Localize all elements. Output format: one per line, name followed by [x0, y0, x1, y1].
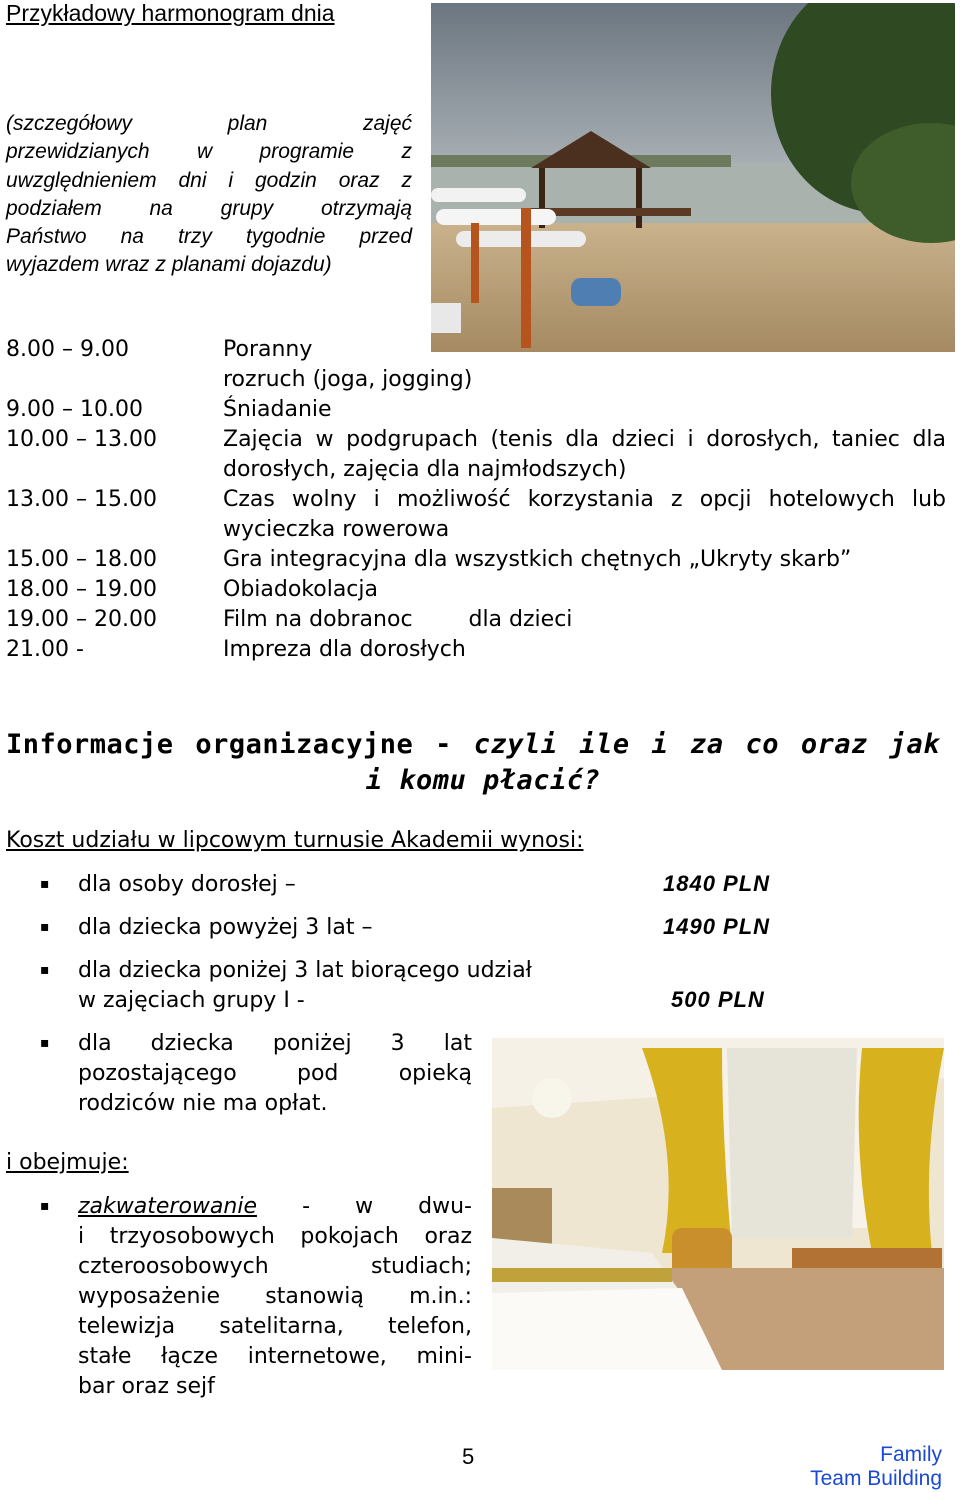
schedule-row — [6, 485, 946, 545]
cost-item-price: 500 PLN — [671, 987, 765, 1012]
info-heading — [6, 727, 940, 799]
note-line: (szczegółowy plan zajęć — [6, 112, 412, 135]
schedule-activity: Gra integracyjna dla wszystkich chętnych „Ukryty skarb” — [223, 547, 852, 572]
page-title: Przykładowy harmonogram dnia — [6, 0, 335, 26]
info-heading-italic: czyli ile i za co oraz jak — [473, 729, 941, 760]
includes-line: i trzyosobowych pokojach oraz — [78, 1224, 472, 1249]
schedule-time: 9.00 – 10.00 — [6, 397, 143, 422]
includes-line — [78, 1192, 472, 1222]
cost-item-label: dla dziecka powyżej 3 lat – — [78, 915, 373, 940]
info-heading-line2: i komu płacić? — [365, 765, 601, 796]
schedule-activity: Śniadanie — [223, 397, 332, 422]
schedule-time: 19.00 – 20.00 — [6, 607, 157, 632]
cost-item-label: dla dziecka poniżej 3 lat biorącego udział — [78, 958, 532, 983]
cost-item-price: 1840 PLN — [663, 871, 771, 896]
schedule-row — [6, 605, 946, 635]
schedule-time: 13.00 – 15.00 — [6, 487, 157, 512]
includes-first-rest: - w dwu- — [302, 1194, 472, 1219]
cost-heading: Koszt udziału w lipcowym turnusie Akademii wynosi: — [6, 828, 584, 853]
schedule-row — [6, 425, 946, 485]
includes-line: wyposażenie stanowią m.in.: — [78, 1284, 472, 1309]
schedule-row — [6, 395, 946, 425]
bullet-icon: ▪ — [40, 919, 50, 935]
note-line: przewidzianych w programie z — [6, 140, 412, 164]
schedule-time: 21.00 - — [6, 637, 84, 662]
schedule-row — [6, 545, 946, 575]
hotel-room-photo — [492, 1038, 944, 1370]
includes-line: bar oraz sejf — [78, 1374, 215, 1399]
bullet-icon: ▪ — [40, 1198, 50, 1214]
note-line: uwzględnieniem dni i godzin oraz z — [6, 168, 412, 192]
brand-line: Family — [880, 1443, 942, 1466]
brand-footer — [790, 1443, 942, 1491]
includes-line: stałe łącze internetowe, mini- — [78, 1344, 472, 1369]
cost-item-label: dla dziecka poniżej 3 lat — [78, 1031, 472, 1056]
note-line: Państwo na trzy tygodnie przed — [6, 225, 412, 249]
schedule-note — [6, 110, 412, 280]
includes-line: telewizja satelitarna, telefon, — [78, 1314, 472, 1339]
schedule-time: 8.00 – 9.00 — [6, 337, 129, 362]
schedule-time: 10.00 – 13.00 — [6, 427, 157, 452]
bullet-icon: ▪ — [40, 962, 50, 978]
note-line: wyjazdem wraz z planami dojazdu) — [6, 253, 332, 277]
bullet-icon: ▪ — [40, 1035, 50, 1051]
cost-item-label: dla osoby dorosłej – — [78, 872, 296, 897]
schedule-activity: Zajęcia w podgrupach (tenis dla dzieci i dorosłych, taniec dla dorosłych, zajęcia dla najmłodszych) — [223, 427, 946, 482]
page-number: 5 — [462, 1444, 475, 1469]
schedule-activity: Film na dobranoc dla dzieci — [223, 607, 573, 632]
cost-item-price: 1490 PLN — [663, 914, 771, 939]
includes-line: czteroosobowych studiach; — [78, 1254, 472, 1279]
cost-item-label: rodziców nie ma opłat. — [78, 1091, 328, 1116]
schedule-activity-cont: rozruch (joga, jogging) — [223, 367, 473, 392]
info-heading-line1 — [6, 727, 940, 763]
schedule-row — [6, 575, 946, 605]
schedule — [6, 335, 946, 665]
info-heading-bold: Informacje organizacyjne - — [6, 729, 452, 760]
lake-pier-photo — [431, 3, 955, 352]
schedule-time: 18.00 – 19.00 — [6, 577, 157, 602]
includes-lead: zakwaterowanie — [78, 1194, 257, 1219]
bullet-icon: ▪ — [40, 876, 50, 892]
brand-line: Team Building — [810, 1467, 942, 1490]
schedule-row — [6, 635, 946, 665]
schedule-time: 15.00 – 18.00 — [6, 547, 157, 572]
note-line: podziałem na grupy otrzymają — [6, 196, 412, 220]
schedule-activity: Poranny — [223, 337, 313, 362]
schedule-row — [6, 335, 946, 395]
schedule-activity: Czas wolny i możliwość korzystania z opcji hotelowych lub wycieczka rowerowa — [223, 487, 946, 542]
schedule-activity: Obiadokolacja — [223, 577, 378, 602]
includes-heading: i obejmuje: — [6, 1150, 129, 1175]
schedule-activity: Impreza dla dorosłych — [223, 637, 466, 662]
cost-item-label: pozostającego pod opieką — [78, 1061, 472, 1086]
cost-item-label-cont: w zajęciach grupy I - — [78, 988, 305, 1013]
